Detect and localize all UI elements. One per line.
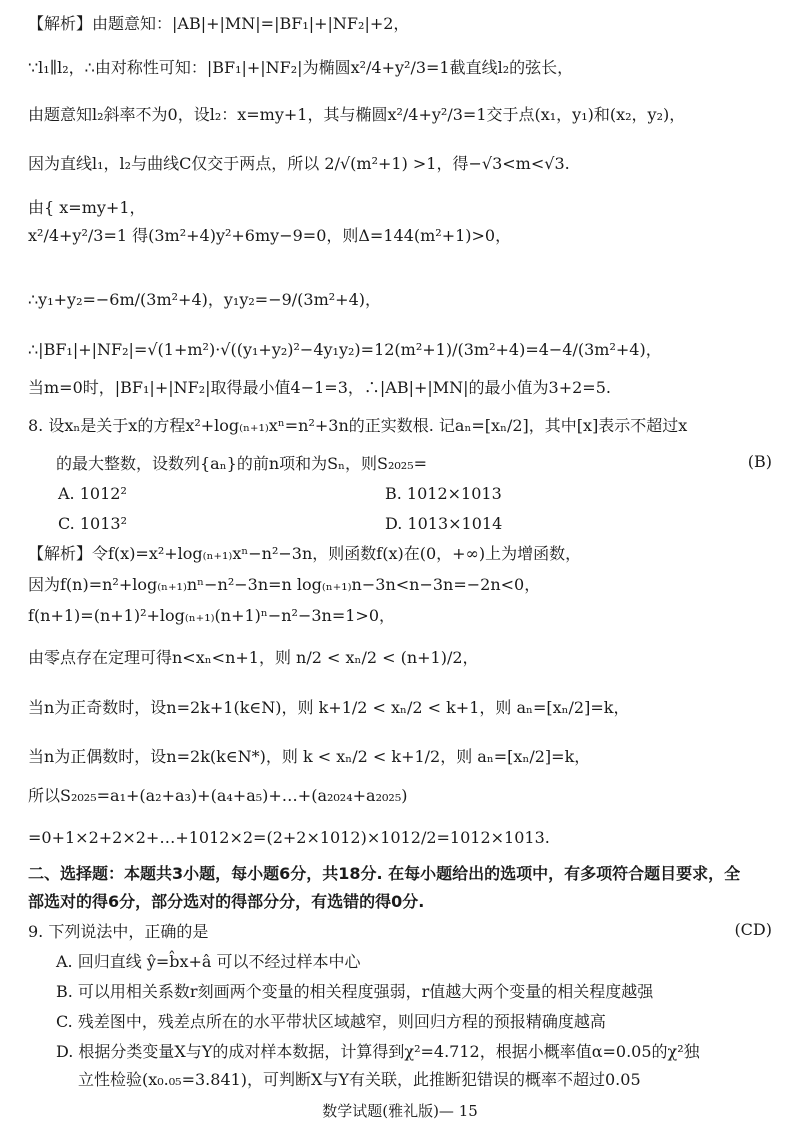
- q9-option-c: C. 残差图中，残差点所在的水平带状区域越窄，则回归方程的预报精确度越高: [56, 1012, 606, 1031]
- sol7-system-line-1: 由{ x=my+1，: [28, 198, 146, 217]
- sol8-line-8: =0+1×2+2×2+…+1012×2=(2+2×1012)×1012/2=1012×1013.: [28, 828, 550, 847]
- sol8-line-7: 所以S₂₀₂₅=a₁+(a₂+a₃)+(a₄+a₅)+…+(a₂₀₂₄+a₂₀₂₅): [28, 786, 408, 805]
- q8-option-a: A. 1012²: [58, 484, 127, 503]
- q9-answer: (CD): [734, 920, 772, 939]
- q8-option-b: B. 1012×1013: [385, 484, 502, 503]
- sol7-line-1: 【解析】由题意知：|AB|+|MN|=|BF₁|+|NF₂|+2，: [28, 14, 410, 33]
- sol8-line-4: 由零点存在定理可得n<xₙ<n+1，则 n/2 < xₙ/2 < (n+1)/2，: [28, 648, 479, 667]
- section-2-heading-line-2: 部选对的得6分，部分选对的得部分分，有选错的得0分.: [28, 892, 425, 911]
- sol7-line-2: ∵l₁∥l₂，∴由对称性可知：|BF₁|+|NF₂|为椭圆x²/4+y²/3=1截直线l₂的弦长，: [28, 58, 574, 77]
- q8-stem-line-2: 的最大整数，设数列{aₙ}的前n项和为Sₙ，则S₂₀₂₅=: [56, 454, 428, 473]
- sol7-line-8: 当m=0时，|BF₁|+|NF₂|取得最小值4−1=3，∴|AB|+|MN|的最小值为3+2=5.: [28, 378, 611, 397]
- sol8-line-2: 因为f(n)=n²+log₍ₙ₊₁₎nⁿ−n²−3n=n log₍ₙ₊₁₎n−3n<n−3n=−2n<0，: [28, 575, 541, 594]
- section-2-heading-line-1: 二、选择题：本题共3小题，每小题6分，共18分. 在每小题给出的选项中，有多项符合题目要求，全: [28, 864, 741, 883]
- q9-option-b: B. 可以用相关系数r刻画两个变量的相关程度强弱，r值越大两个变量的相关程度越强: [56, 982, 654, 1001]
- q9-option-a: A. 回归直线 ŷ=b̂x+â 可以不经过样本中心: [56, 952, 361, 971]
- q8-answer: (B): [747, 452, 772, 471]
- sol7-line-7: ∴|BF₁|+|NF₂|=√(1+m²)·√((y₁+y₂)²−4y₁y₂)=12(m²+1)/(3m²+4)=4−4/(3m²+4)，: [28, 340, 662, 359]
- q8-option-c: C. 1013²: [58, 514, 127, 533]
- sol7-line-4: 因为直线l₁，l₂与曲线C仅交于两点，所以 2/√(m²+1) >1，得−√3<m<√3.: [28, 154, 570, 173]
- sol8-line-3: f(n+1)=(n+1)²+log₍ₙ₊₁₎(n+1)ⁿ−n²−3n=1>0，: [28, 606, 396, 625]
- sol8-line-6: 当n为正偶数时，设n=2k(k∈N*)，则 k < xₙ/2 < k+1/2，则 aₙ=[xₙ/2]=k，: [28, 747, 591, 766]
- q9-option-d-line-1: D. 根据分类变量X与Y的成对样本数据，计算得到χ²=4.712，根据小概率值α=0.05的χ²独: [56, 1042, 700, 1061]
- q8-stem-line-1: 8. 设xₙ是关于x的方程x²+log₍ₙ₊₁₎xⁿ=n²+3n的正实数根. 记aₙ=[xₙ/2]，其中[x]表示不超过x: [28, 416, 688, 435]
- q8-option-d: D. 1013×1014: [385, 514, 503, 533]
- sol7-line-6: ∴y₁+y₂=−6m/(3m²+4)，y₁y₂=−9/(3m²+4)，: [28, 290, 382, 309]
- page-footer: 数学试题(雅礼版)— 15: [322, 1102, 478, 1120]
- sol7-line-3: 由题意知l₂斜率不为0，设l₂：x=my+1，其与椭圆x²/4+y²/3=1交于点(x₁，y₁)和(x₂，y₂)，: [28, 105, 686, 124]
- q9-option-d-line-2: 立性检验(x₀.₀₅=3.841)，可判断X与Y有关联，此推断犯错误的概率不超过0.05: [78, 1070, 641, 1089]
- sol7-system-line-2: x²/4+y²/3=1 得(3m²+4)y²+6my−9=0，则Δ=144(m²+1)>0，: [28, 226, 512, 245]
- q9-stem: 9. 下列说法中，正确的是: [28, 922, 209, 941]
- sol8-line-5: 当n为正奇数时，设n=2k+1(k∈N)，则 k+1/2 < xₙ/2 < k+1，则 aₙ=[xₙ/2]=k，: [28, 698, 630, 717]
- sol8-line-1: 【解析】令f(x)=x²+log₍ₙ₊₁₎xⁿ−n²−3n，则函数f(x)在(0，+∞)上为增函数，: [28, 544, 582, 563]
